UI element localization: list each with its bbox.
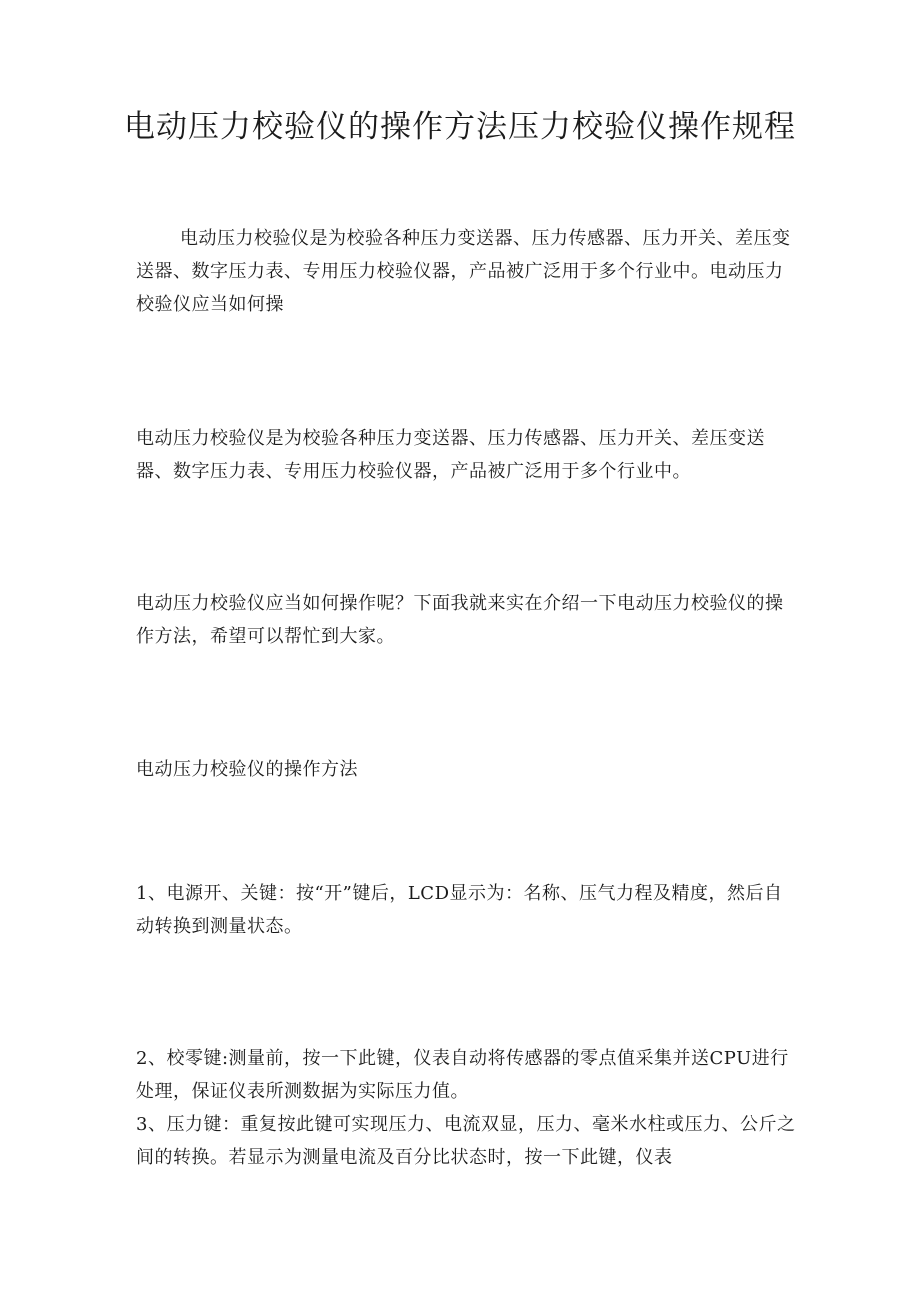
intro-paragraph: 电动压力校验仪是为校验各种压力变送器、压力传感器、压力开关、差压变送器、数字压力表、专用压力校验仪器，产品被广泛用于多个行业中。电动压力校验仪应当如何操: [136, 228, 791, 315]
body-paragraph: 电动压力校验仪应当如何操作呢？下面我就来实在介绍一下电动压力校验仪的操作方法，希望可以帮忙到大家。: [136, 593, 784, 647]
document-title: 电动压力校验仪的操作方法压力校验仪操作规程: [124, 109, 796, 145]
list-item-power-key: 1、电源开、关键：按“开”键后，LCD显示为：名称、压气力程及精度，然后自动转换到测量状态。: [136, 883, 783, 937]
list-item-pressure-key: 3、压力键：重复按此键可实现压力、电流双显，压力、毫米水柱或压力、公斤之间的转换。若显示为测量电流及百分比状态时，按一下此键，仪表: [136, 1114, 796, 1168]
list-item-zero-key: 2、校零键:测量前，按一下此键，仪表自动将传感器的零点值采集并送CPU进行处理，保证仪表所测数据为实际压力值。: [136, 1048, 789, 1102]
body-paragraph: 电动压力校验仪是为校验各种压力变送器、压力传感器、压力开关、差压变送器、数字压力表、专用压力校验仪器，产品被广泛用于多个行业中。: [136, 428, 765, 482]
section-heading: 电动压力校验仪的操作方法: [136, 759, 358, 780]
